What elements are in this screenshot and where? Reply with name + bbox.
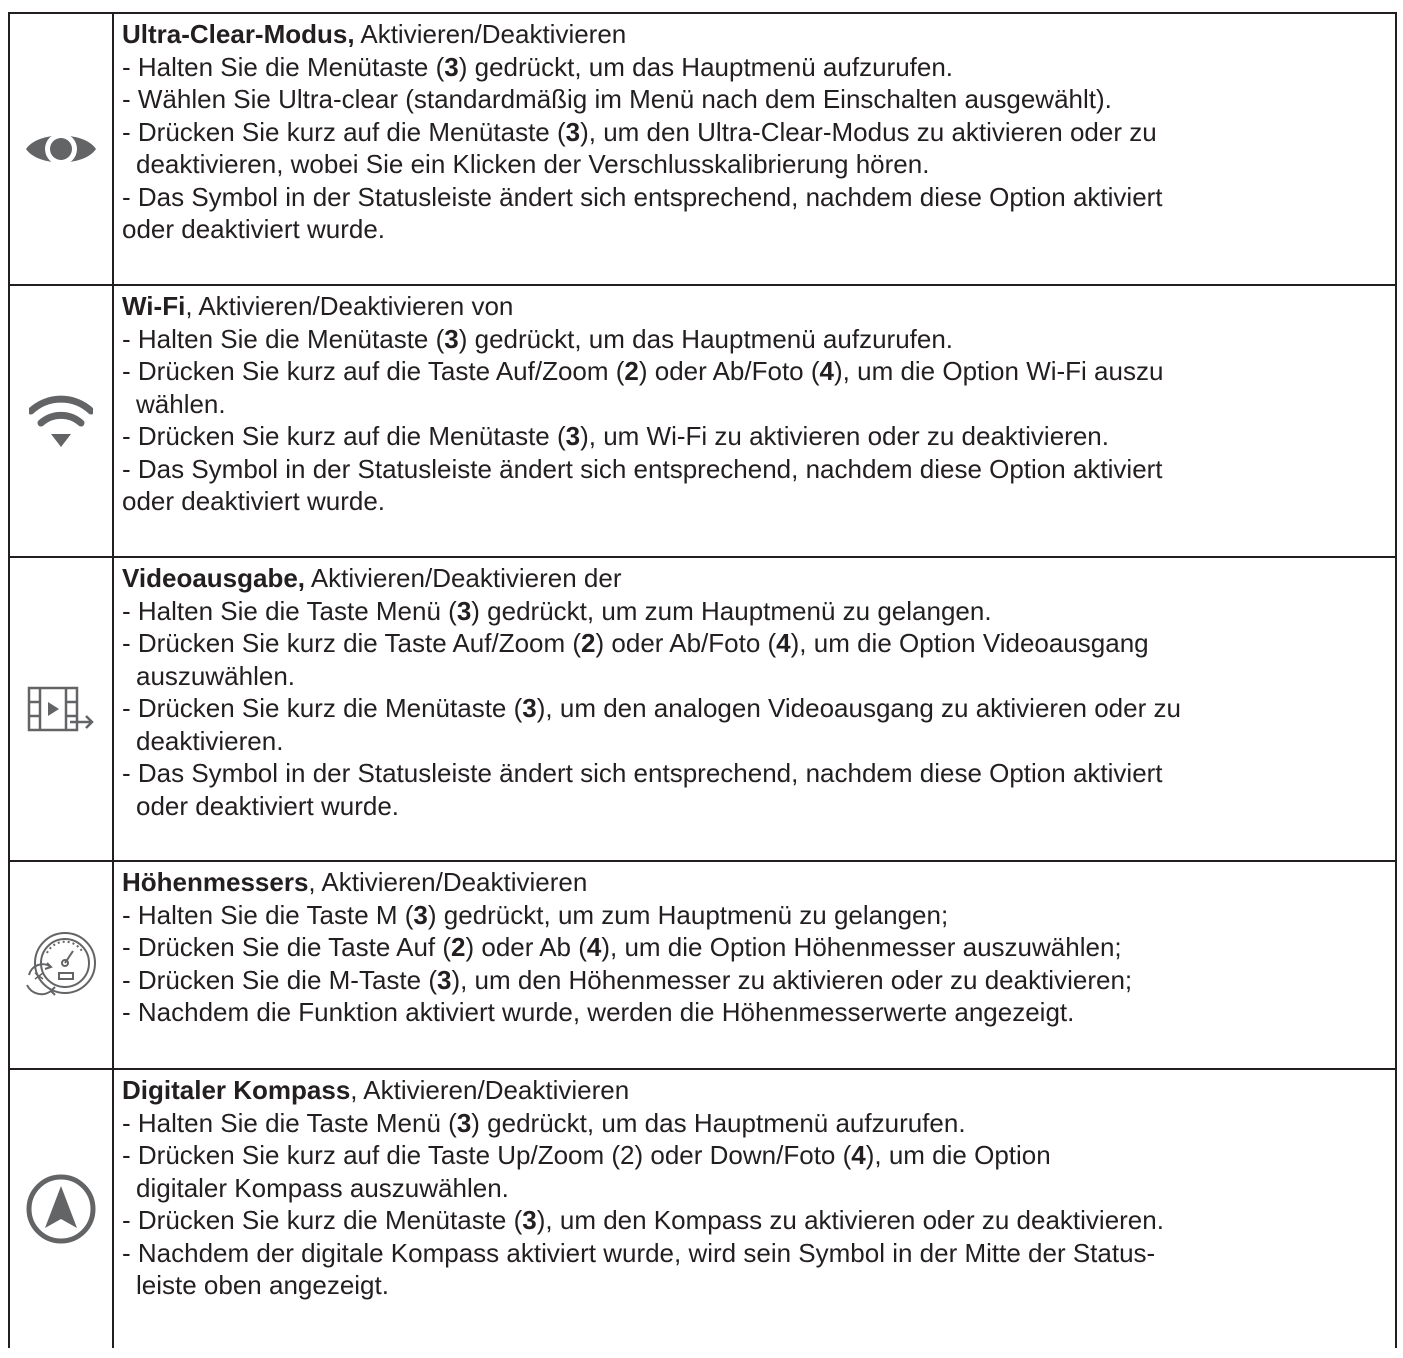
instruction-line: - Halten Sie die Menütaste (3) gedrückt, um das Hauptmenü aufzurufen. <box>122 323 954 354</box>
section-title: Wi-Fi, Aktivieren/Deaktivieren von <box>122 291 514 321</box>
instruction-line: - Das Symbol in der Statusleiste ändert sich entsprechend, nachdem diese Option aktiviert <box>122 453 1163 484</box>
instruction-line: - Nachdem der digitale Kompass aktiviert wurde, wird sein Symbol in der Mitte der Status- <box>122 1237 1156 1268</box>
eye-icon <box>24 125 98 173</box>
instruction-line: - Drücken Sie kurz auf die Menütaste (3), um Wi-Fi zu aktivieren oder zu deaktivieren. <box>122 421 1109 451</box>
section-title: Videoausgabe, Aktivieren/Deaktivieren der <box>122 563 622 593</box>
instruction-line: - Drücken Sie die Taste Auf (2) oder Ab (4), um die Option Höhenmesser auszuwählen; <box>122 932 1122 962</box>
instruction-line: - Drücken Sie kurz auf die Taste Up/Zoom (2) oder Down/Foto (4), um die Option <box>122 1140 1051 1170</box>
instruction-line: oder deaktiviert wurde. <box>122 214 386 244</box>
instruction-line: - Drücken Sie kurz auf die Taste Auf/Zoom (2) oder Ab/Foto (4), um die Option Wi-Fi auszu <box>122 356 1164 386</box>
compass-icon <box>24 1172 98 1246</box>
row-video-output <box>10 558 1395 862</box>
instruction-line: - Das Symbol in der Statusleiste ändert sich entsprechend, nachdem diese Option aktiviert <box>122 758 1163 788</box>
icon-cell <box>10 14 114 284</box>
instruction-line: leiste oben angezeigt. <box>136 1270 389 1300</box>
icon-cell <box>10 1070 114 1348</box>
instruction-line: deaktivieren, wobei Sie ein Klicken der Verschlusskalibrierung hören. <box>136 149 930 179</box>
instruction-line: - Nachdem die Funktion aktiviert wurde, werden die Höhenmesserwerte angezeigt. <box>122 997 1075 1027</box>
row-compass <box>10 1070 1395 1348</box>
text-cell <box>114 1070 1395 1348</box>
instruction-line: wählen. <box>136 388 226 419</box>
instruction-line: - Halten Sie die Menütaste (3) gedrückt, um das Hauptmenü aufzurufen. <box>122 51 954 82</box>
altimeter-icon <box>23 929 99 1001</box>
instruction-line: - Wählen Sie Ultra-clear (standardmäßig im Menü nach dem Einschalten ausgewählt). <box>122 84 1112 114</box>
instruction-line: oder deaktiviert wurde. <box>136 790 400 821</box>
row-altimeter <box>10 862 1395 1070</box>
row-ultra-clear <box>10 14 1395 286</box>
instruction-line: - Halten Sie die Taste Menü (3) gedrückt, um zum Hauptmenü zu gelangen. <box>122 595 992 626</box>
text-cell <box>114 286 1395 556</box>
instruction-line: - Drücken Sie kurz die Menütaste (3), um den Kompass zu aktivieren oder zu deaktivieren. <box>122 1205 1164 1235</box>
icon-cell <box>10 558 114 860</box>
instruction-line: - Halten Sie die Taste M (3) gedrückt, um zum Hauptmenü zu gelangen; <box>122 899 949 930</box>
icon-cell <box>10 286 114 556</box>
text-cell <box>114 14 1395 284</box>
instruction-line: auszuwählen. <box>136 660 295 691</box>
section-title: Höhenmessers, Aktivieren/Deaktivieren <box>122 867 588 897</box>
instruction-line: digitaler Kompass auszuwählen. <box>136 1172 509 1203</box>
text-cell <box>114 558 1395 860</box>
icon-cell <box>10 862 114 1068</box>
section-title: Ultra-Clear-Modus, Aktivieren/Deaktivieren <box>122 19 627 49</box>
instruction-line: - Drücken Sie kurz die Menütaste (3), um den analogen Videoausgang zu aktivieren oder zu <box>122 693 1181 723</box>
instruction-line: - Drücken Sie kurz auf die Menütaste (3), um den Ultra-Clear-Modus zu aktivieren oder zu <box>122 116 1157 147</box>
instruction-line: deaktivieren. <box>136 725 284 756</box>
row-wifi <box>10 286 1395 558</box>
instruction-line: - Das Symbol in der Statusleiste ändert sich entsprechend, nachdem diese Option aktiviert <box>122 181 1163 212</box>
section-title: Digitaler Kompass, Aktivieren/Deaktivieren <box>122 1075 630 1105</box>
instruction-line: - Drücken Sie kurz die Taste Auf/Zoom (2) oder Ab/Foto (4), um die Option Videoausgang <box>122 628 1149 658</box>
text-cell <box>114 862 1395 1068</box>
video-output-icon <box>26 684 96 734</box>
instruction-line: oder deaktiviert wurde. <box>122 486 386 516</box>
wifi-icon <box>29 391 93 451</box>
instruction-line: - Drücken Sie die M-Taste (3), um den Höhenmesser zu aktivieren oder zu deaktivieren; <box>122 964 1133 995</box>
function-table <box>8 12 1397 1348</box>
instruction-line: - Halten Sie die Taste Menü (3) gedrückt, um das Hauptmenü aufzurufen. <box>122 1107 966 1138</box>
